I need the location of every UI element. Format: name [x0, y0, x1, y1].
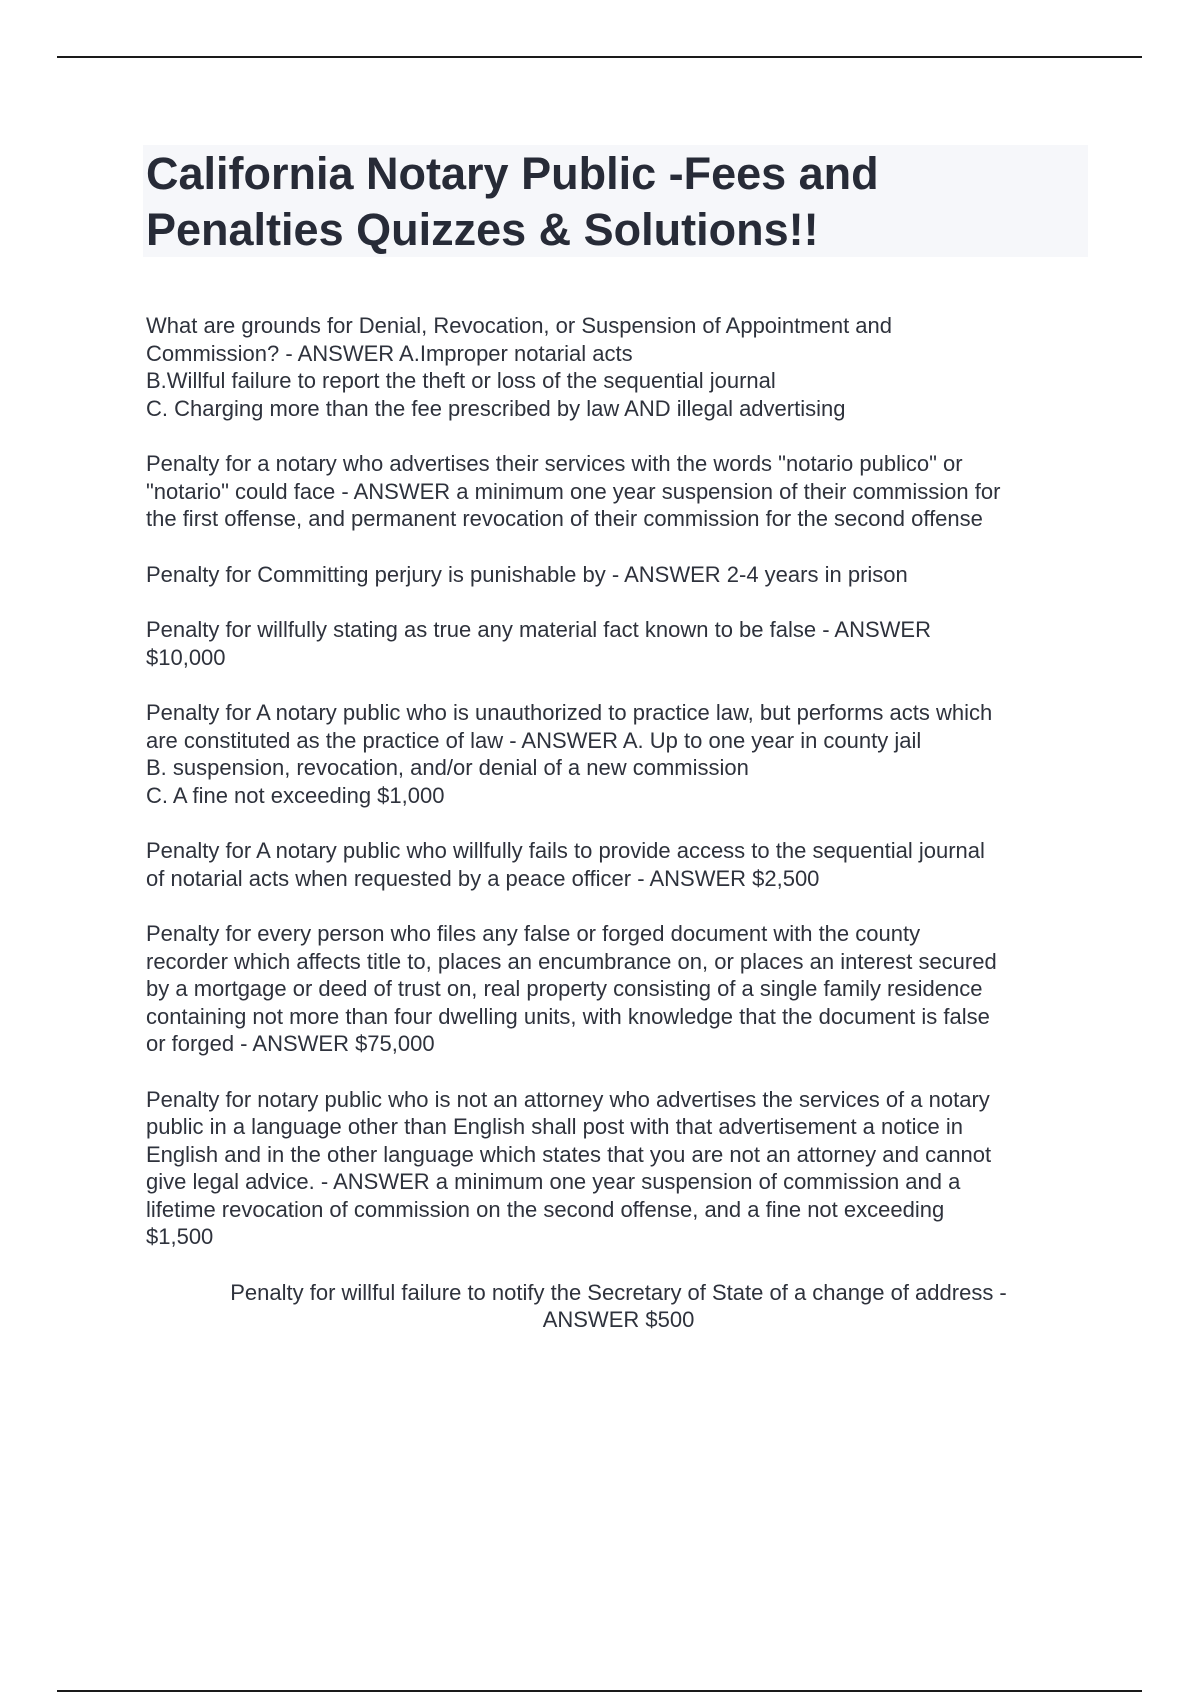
title-line: Penalties Quizzes & Solutions!! [146, 204, 819, 255]
qa-line: Penalty for willful failure to notify the Secretary of State of a change of address - [230, 1279, 1007, 1305]
qa-line: $1,500 [146, 1224, 214, 1249]
qa-line: $10,000 [146, 644, 226, 670]
qa-line: "notario" could face - ANSWER a minimum one year suspension of their commission for [146, 478, 1001, 504]
qa-line: Penalty for notary public who is not an attorney who advertises the services of a notary [146, 1086, 990, 1112]
qa-item [146, 561, 1091, 589]
qa-line: Commission? - ANSWER A.Improper notarial acts [146, 340, 633, 366]
qa-list [146, 312, 1091, 1362]
qa-line: the first offense, and permanent revocation of their commission for the second offense [146, 506, 983, 531]
qa-item [146, 1086, 1091, 1251]
qa-line: Penalty for a notary who advertises their services with the words "notario publico" or [146, 451, 963, 476]
title-line: California Notary Public -Fees and [146, 148, 879, 199]
qa-line: give legal advice. - ANSWER a minimum one year suspension of commission and a [146, 1169, 961, 1194]
qa-item [146, 699, 1091, 809]
qa-line: by a mortgage or deed of trust on, real property consisting of a single family residence [146, 976, 983, 1001]
qa-line: B.Willful failure to report the theft or loss of the sequential journal [146, 368, 776, 393]
qa-line: ANSWER $500 [542, 1307, 695, 1332]
qa-item [146, 920, 1091, 1058]
qa-line: are constituted as the practice of law - ANSWER A. Up to one year in county jail [146, 727, 922, 753]
qa-item [146, 450, 1091, 533]
qa-line: lifetime revocation of commission on the second offense, and a fine not exceeding [146, 1196, 945, 1222]
qa-line: B. suspension, revocation, and/or denial of a new commission [146, 755, 749, 780]
qa-line: public in a language other than English shall post with that advertisement a notice in [146, 1114, 963, 1139]
qa-line: containing not more than four dwelling units, with knowledge that the document is false [146, 1003, 990, 1029]
qa-line: or forged - ANSWER $75,000 [146, 1031, 435, 1056]
qa-line: of notarial acts when requested by a peace officer - ANSWER $2,500 [146, 865, 820, 891]
bottom-rule [57, 1690, 1142, 1692]
top-rule [57, 56, 1142, 58]
qa-line: Penalty for every person who files any false or forged document with the county [146, 921, 921, 946]
qa-item [146, 1279, 1091, 1334]
qa-line: English and in the other language which states that you are not an attorney and cannot [146, 1141, 992, 1167]
qa-line: C. Charging more than the fee prescribed by law AND illegal advertising [146, 395, 846, 421]
qa-item [146, 837, 1091, 892]
page-title [146, 146, 1086, 258]
qa-item [146, 616, 1091, 671]
qa-line: recorder which affects title to, places an encumbrance on, or places an interest secured [146, 948, 997, 974]
qa-line: What are grounds for Denial, Revocation, or Suspension of Appointment and [146, 313, 893, 338]
qa-line: Penalty for A notary public who is unauthorized to practice law, but performs acts which [146, 700, 993, 725]
qa-line: Penalty for A notary public who willfully fails to provide access to the sequential journal [146, 838, 985, 863]
qa-line: Penalty for willfully stating as true any material fact known to be false - ANSWER [146, 617, 931, 642]
qa-line: C. A fine not exceeding $1,000 [146, 782, 445, 808]
qa-line: Penalty for Committing perjury is punishable by - ANSWER 2-4 years in prison [146, 561, 908, 587]
qa-item [146, 312, 1091, 422]
